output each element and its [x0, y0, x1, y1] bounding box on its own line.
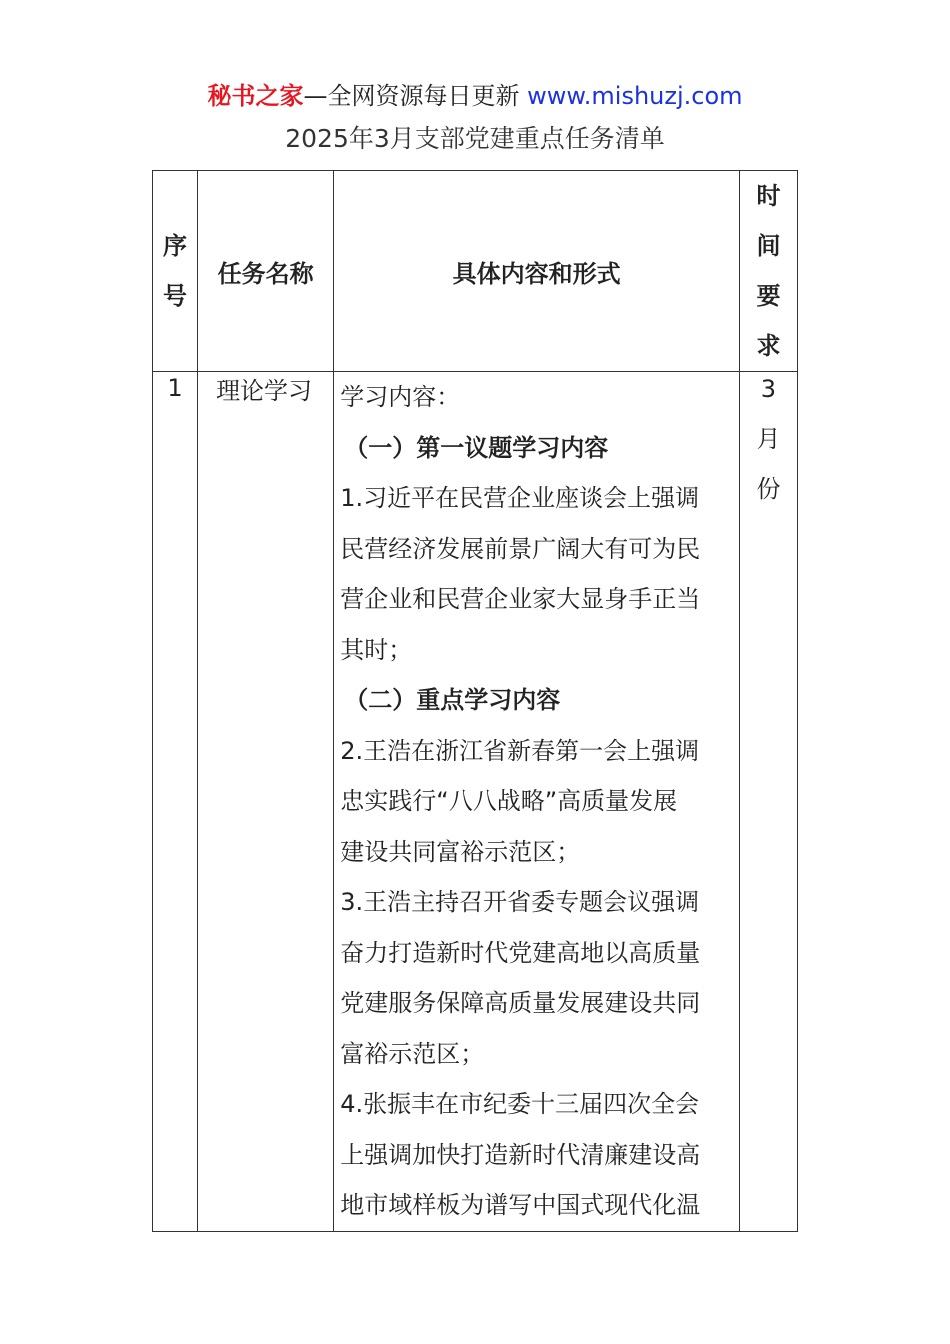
header-no-label: 序号 [163, 232, 188, 310]
table-header-row [153, 171, 798, 372]
header-tagline: —全网资源每日更新 [303, 82, 520, 110]
table-row [153, 372, 798, 1232]
content-line: 1.习近平在民营企业座谈会上强调 [340, 484, 700, 512]
row-no: 1 [153, 372, 198, 1232]
row-time [739, 372, 797, 1232]
content-line: 4.张振丰在市纪委十三届四次全会 [340, 1090, 700, 1118]
content-line: 富裕示范区； [340, 1039, 485, 1068]
row-time-label: 3月份 [756, 375, 781, 503]
header-content-label: 具体内容和形式 [452, 259, 621, 288]
content-line: 3.王浩主持召开省委专题会议强调 [340, 888, 700, 916]
content-line: 地市域样板为谱写中国式现代化温 [340, 1191, 701, 1219]
content-line: 2.王浩在浙江省新春第一会上强调 [340, 736, 700, 765]
content-line: 其时； [340, 635, 413, 664]
brand-name: 秘书之家 [207, 82, 304, 110]
content-line: 奋力打造新时代党建高地以高质量 [340, 938, 701, 967]
header-name [198, 171, 334, 372]
content-line: 营企业和民营企业家大显身手正当 [340, 585, 701, 613]
header-content [334, 171, 740, 372]
row-content [334, 372, 740, 1232]
header-time [739, 171, 797, 372]
content-intro: 学习内容： [340, 383, 461, 411]
content-line: 建设共同富裕示范区； [340, 837, 581, 866]
site-link[interactable]: www.mishuzj.com [527, 82, 743, 110]
content-line: 忠实践行“八八战略”高质量发展 [340, 787, 678, 815]
content-line: 党建服务保障高质量发展建设共同 [340, 989, 701, 1017]
section-heading-2: （二）重点学习内容 [344, 686, 561, 714]
header-time-label: 时间要求 [756, 182, 781, 360]
page-header [0, 80, 950, 112]
header-name-label: 任务名称 [217, 259, 314, 288]
header-no [153, 171, 198, 372]
content-line: 上强调加快打造新时代清廉建设高 [340, 1140, 701, 1169]
task-table [152, 170, 798, 1232]
content-line: 民营经济发展前景广阔大有可为民 [340, 534, 701, 563]
section-heading-1: （一）第一议题学习内容 [344, 433, 609, 462]
document-title: 2025年3月支部党建重点任务清单 [285, 124, 665, 153]
row-task-name: 理论学习 [198, 372, 334, 1232]
